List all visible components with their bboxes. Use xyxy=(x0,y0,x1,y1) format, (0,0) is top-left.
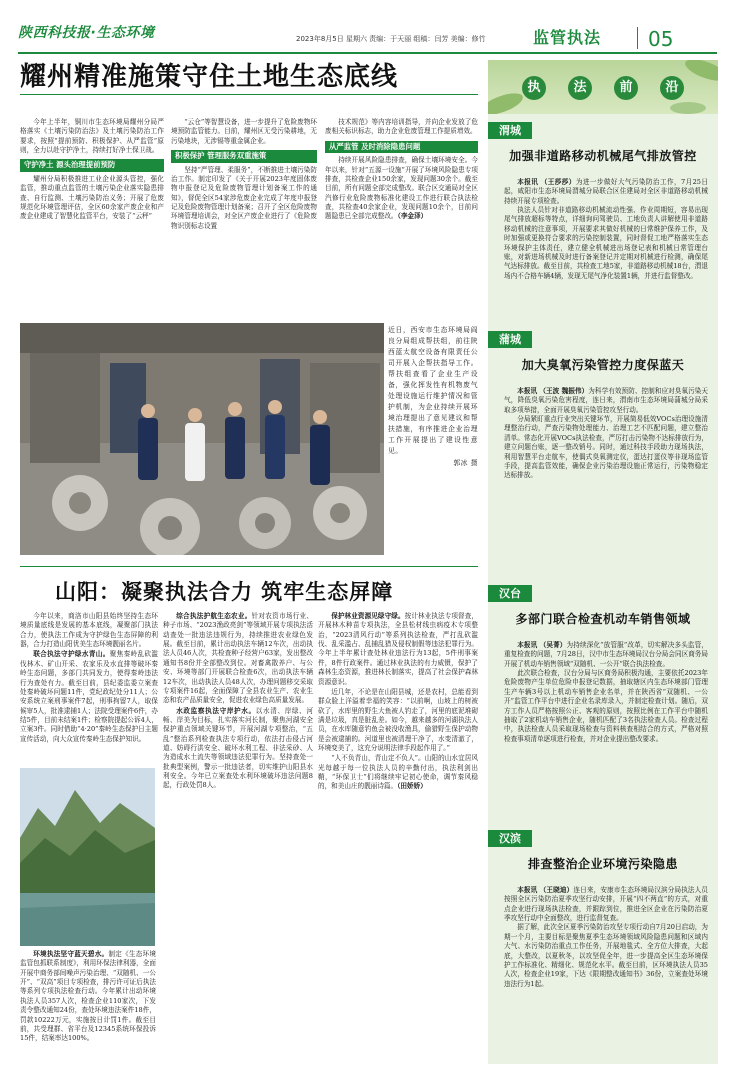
article2-caption-text: 制定《生态环境监管包抓联系制度》，利用环保法律利器，全面开展中商务部间噪声污染治理、“双随机、一公开”、“双高”项目专项检查，排污许可证后执法等系列专项执法检查行动。今年累计出动环境执法人员357人次，检查企业110家次，下发责令整改通知24份，查处环境违法案件18件，罚款10222万元，实施按日计罚1件。截至目前，共受理群、省平台及12345系统环保投诉15件，结案率达100%。 xyxy=(20,950,156,1043)
hantai-headline: 多部门联合检查机动车销售领域 xyxy=(515,612,691,626)
weicheng-headline: 加强非道路移动机械尾气排放管控 xyxy=(509,149,697,163)
weicheng-paragraph xyxy=(504,178,708,206)
news-lead: 本报讯 xyxy=(517,886,538,894)
article1-paragraph: 技术规范》等内容培训指导，并向企业发放了危废相关标识标志，助力企业危废管理工作提质增效。 xyxy=(325,118,478,136)
weicheng-body xyxy=(504,178,708,366)
banner-char: 沿 xyxy=(660,76,684,100)
article2-photo-landscape xyxy=(20,768,155,946)
issue-info: 2023年8月5日 星期六 责编：于天丽 组稿：闫芳 美编：修竹 xyxy=(296,35,486,43)
article1-paragraph: 耀州分局积极推进工业企业源头管控，强化监管，推动重点监管的土壤污染企业落实隐患排查、自行监测、土壤污染防治义务；开展了危废规范化环境管理评估，全区60余家产废企业和产废企业建成了智慧化监管平台，安装了“云秤” xyxy=(20,174,164,221)
paragraph-text: 为进一步做好大气污染防治工作，7月25日起，咸阳市生态环境局渭城分局联合区住建局对全区非道路移动机械持续开展专项检查。 xyxy=(504,178,708,205)
hanbin-headline: 排查整治企业环境污染隐患 xyxy=(527,857,678,871)
masthead xyxy=(0,0,735,60)
article1-subhead-1: 守护净土 源头治理提前预防 xyxy=(20,159,164,172)
section-title: 监管执法 xyxy=(533,28,602,47)
article2-paragraph-text: 针对农资市场行业、种子市场、“2023渔政亮剑”等领域开展专项执法活动查处一批违法违规行为，持续推进农业绿色发展。截至目前，累计出动执法车辆12车次，出动执法人员46人次，共检查种子经营户63家，发出整改通知书8份并全部整改到位。对畜禽散养户、与公安、环境等部门开展联合检查6次，出动执法车辆12车次，出动执法人员48人次，办理问题移交采取专项案件16起，全面保障了全县农业生产、农业生态和农产品质量安全，促进农业绿色高质量发展。 xyxy=(163,612,313,705)
article2-paragraph xyxy=(163,612,313,706)
news-lead: 本报讯 xyxy=(517,387,538,395)
article2-caption-lead: 环境执法坚守蓝天碧水。 xyxy=(33,950,109,958)
article2-lead: 水政监察执法守岸护水。 xyxy=(176,706,256,715)
factory-photo-illustration xyxy=(20,323,384,555)
photo-caption-text: 近日，西安市生态环境局阎良分局组成帮扶组，前往陕西蓝太航空设备有限责任公司开展入企帮扶指导工作。帮扶组查看了企业生产设备，强化挥发性有机物废气处理设施运行维护情况和管护机制，为企业持续开展环境治理提出了意见建议和帮扶措施，有序推进企业治理工作开展提出了建设性意见。 xyxy=(388,326,478,455)
article1-paragraph: 今年上半年，铜川市生态环境局耀州分局严格落实《土壤污染防治法》及土壤污染防治工作要求，按照“提前预防、积极保护、从严监管”原则，全力以赴守护净土，持续打好净土保卫战。 xyxy=(20,118,164,155)
article2-paragraph-text: “人不负青山，青山定不负人”。山阳的山水宜居风光每越于每一位执法人员的辛勤付出，执法利剑出鞘，“环保卫士”们将继续牢记初心使命，调节秦风稳的，和美山庄的靓丽诗篇。 xyxy=(318,754,478,791)
article1-subhead-3: 从严监管 及时消除隐患问题 xyxy=(325,141,478,154)
hantai-paragraph: 此次联合检查，汉台分局与区商务局积极沟通，主要依托2023年危险废物产生单位危险申报登记数据，抽取辖区内生态环境部门管理生产车辆3号以上机动车销售企业名单，并在陕西省“双随机、一公开”监管工作平台中进行企业名录库录入，并制定检查计划。随后，双方工作人员严格按照公正、客观的原则，按照比例在工作平台中随机抽取了2家机动车销售企业，随机匹配了3名执法检查人员。检查过程中，执法检查人员采取现场检查与资料核查相结合的方式，严格对照检查事项清单逐项进行检查，并对企业提出整改要求。 xyxy=(504,669,708,743)
pucheng-headline: 加大臭氧污染管控力度保蓝天 xyxy=(521,358,685,372)
article1-headline-rule xyxy=(20,94,478,95)
banner-char: 执 xyxy=(522,76,546,100)
article1-author: （李金泽） xyxy=(397,212,428,221)
reporter: （王晓迪） xyxy=(539,886,574,894)
article1-photo-caption xyxy=(388,325,478,557)
reporter: （王波 魏振伟） xyxy=(539,387,589,395)
city-tag-weicheng: 渭城 xyxy=(488,122,532,139)
article2-column-2 xyxy=(163,612,313,1064)
hanbin-body xyxy=(504,886,708,1062)
pucheng-body xyxy=(504,387,708,573)
paragraph-text: 连日来，安康市生态环境局汉滨分局执法人员按照全区污染防治夏季攻坚行动安排，开展“四不两直”的方式，对重点企业进行现场执法检查，并跟踪到位，推进全区企业在污染防治夏季攻坚行动中全面整改，进行监督复查。 xyxy=(504,886,708,923)
paragraph-text: 为持续深化“放管服”改革，切实解决多头监管，重复检查的问题，7月28日，汉中市生态环境局汉台分局会同区商务局开展了机动车销售领域“双随机、一公开”联合执法检查。 xyxy=(504,641,708,668)
pucheng-paragraph: 分局紧盯重点行业突出关键环节，开展简易低效VOCs治理设施清理整治行动，严查污染物处理能力、治理工艺不匹配问题，建立整治清单。常态化开展VOCs执法检查，严厉打击污染物不达标排放行为，建立问题台账，逐一整改销号。同时，通过科技手段助力现场执法，利用智慧平台走航车，使偶式臭氧测定仪，蛋达打蛋仪等非现场监管手段，提高监管效能，确保企业污染治理设施正常运行，污染物稳定达标排放。 xyxy=(504,415,708,480)
article2-caption-paragraph xyxy=(20,950,156,1044)
hantai-body xyxy=(504,641,708,871)
masthead-separator xyxy=(637,27,638,49)
article2-paragraph-text: 以水清、岸绿、河畅、岸美为目标，扎实落实河长制，聚焦河湖安全保护重点领域关键环节，开展河湖专项整治，“五乱”整治系列检查执法专项行动，依法打击侵占河道、妨碍行洪安全、破坏水利工程、非法采砂、人为造成水土流失等领域违法犯罪行为。坚持查处一批典型案例，警示一批违法者，切实维护山阳县水利安全。今年已立案查处水利环境破坏违法问题8起，行政处罚8人。 xyxy=(163,706,313,790)
section-divider xyxy=(20,566,478,567)
news-lead: 本报讯 xyxy=(517,178,539,186)
article1-subhead-2: 积极保护 管理服务双重施策 xyxy=(171,150,317,163)
photo-credit: 郭冰 摄 xyxy=(453,459,478,467)
article2-lead: 保护林业资源见绿守绿。 xyxy=(331,612,405,620)
article1-photo-factory-inspection xyxy=(20,323,384,555)
masthead-rule xyxy=(18,52,717,54)
article1-paragraph: “云仓”等智慧设备，进一步提升了危险废物环境预防监管能力。目前，耀州区无受污染耕地，无污染地块，无涉镉等重金属企业。 xyxy=(171,118,317,145)
article2-author: （田娇娇） xyxy=(397,782,427,791)
article1-headline: 耀州精准施策守住土地生态底线 xyxy=(20,62,399,92)
article2-paragraph xyxy=(318,754,478,791)
reporter: （王莎莎） xyxy=(540,178,576,186)
city-tag-hantai: 汉台 xyxy=(488,585,532,602)
city-tag-hanbin: 汉滨 xyxy=(488,830,532,847)
article1-paragraph xyxy=(325,156,478,222)
news-lead: 本报讯 xyxy=(517,641,538,649)
article1-column-2 xyxy=(171,118,317,316)
banner-char: 法 xyxy=(568,76,592,100)
article1-paragraph: 坚持“严管理、柔服务”，不断推进土壤污染防治工作。制定印发了《关于开展2023年度固体废物申报登记及危险废物管理计划备案工作的通知》，督促全区54家涉危废企业完成了年度申报登记及危险废物管理计划备案；召开了全区危险废物环境管理培训会，对全区产废企业进行了《危险废物识别标志设置 xyxy=(171,165,317,230)
article1-column-1 xyxy=(20,118,164,316)
hanbin-paragraph xyxy=(504,886,708,923)
article2-paragraph xyxy=(318,612,478,687)
city-tag-pucheng: 蒲城 xyxy=(488,331,532,348)
article1-column-3 xyxy=(325,118,478,316)
article2-paragraph xyxy=(20,650,158,744)
article2-column-3 xyxy=(318,612,478,1064)
banner-char: 前 xyxy=(614,76,638,100)
newspaper-name: 陕西科技报·生态环境 xyxy=(18,25,155,41)
hantai-paragraph xyxy=(504,641,708,669)
right-sidebar xyxy=(488,60,718,1064)
article2-paragraph-text: 按计林业执法专项督查，开展林木种苗专项执法，全县松材线虫病疫木专项整治，“2023清风行动”等系列执法检查，严打乱砍滥伐、乱采滥占、乱捕乱猎及侵权制假等违法犯罪行为。今年上半年累计查处林业违法行为13起，5件刑事案件，8件行政案件。通过林业执法的有力威慑，保护了森林生态资源，推进林长制落实，提高了社会保护森林资源意识。 xyxy=(318,612,478,686)
paragraph-text: 为科学有效预防、控制和应对臭氧污染天气，降低臭氧污染危害程度，连日来，渭南市生态环境局蒲城分局采取多项举措，全面开展臭氧污染管控攻坚行动。 xyxy=(504,387,708,414)
landscape-photo-illustration xyxy=(20,768,155,946)
reporter: （吴菁） xyxy=(539,641,567,649)
article2-column-1 xyxy=(20,612,158,762)
article2-lead: 联合执法守护绿水青山。 xyxy=(33,650,110,659)
article1-paragraph-text: 持续开展风险隐患排查，确保土壤环境安全。今年以来，针对“五源一设施”开展了环境风险隐患专项排查，共检查企业150余家，发现问题30余个。截至目前，所有问题全部完成整改。联合区交通局对全区汽修行业危险废物标准化建设工作进行联合执法检查，共检查40余家企业，发现问题10余个，目前问题隐患已全部完成整改。 xyxy=(325,156,478,221)
pucheng-paragraph xyxy=(504,387,708,415)
law-enforcement-frontline-banner xyxy=(488,60,718,114)
article2-paragraph-text: 聚焦秦岭乱砍滥伐林木、矿山开采、农家乐及水直排等破坏秦岭生态问题，多部门共同发力，使得秦岭违法行为查处有力。截至目前，县纪委监委立案查处秦岭破坏问题11件，党纪政纪处分11人；公安系统立案刑事案件7起，刑事拘留7人，取保候审5人，批准逮捕1人；法院受理案件6件，办结5件，目前未结案1件；检察院提起公诉4人，立案3件。同时借助“4·20”秦岭生态保护日主题宣传活动，向大众宣传秦岭生态保护知识。 xyxy=(20,650,158,743)
article2-photo-caption xyxy=(20,950,156,1064)
article2-paragraph: 今年以来，商洛市山阳县始终坚持生态环境质量底线是发展的基本底线，凝聚部门执法合力，使执法工作成为守护绿色生态屏障的利器，合力打造山阳优美生态环境靓丽名片。 xyxy=(20,612,158,649)
article2-lead: 综合执法护航生态农业。 xyxy=(176,612,252,620)
article2-paragraph xyxy=(163,707,313,791)
article2-paragraph: 近几年，不论是在山阳县城，还是农村，总能看到群众脸上洋溢着幸福的笑容：“以前啊，山坡上的树被砍了，水库里的野生大鱼被人钓走了，河里的底泥堆砌满是垃圾，真是脏乱差。如今，越来越多的河湖执法人员，在水库随意钓鱼会被没收渔具，偷猎野生保护动物是会被逮捕的。河道里也被清理干净了，水变清澈了，环境变美了，这充分说明法律手段起作用了。” xyxy=(318,687,478,753)
page-number: 05 xyxy=(648,27,674,51)
hanbin-paragraph: 据了解，此次全区夏季污染防治攻坚专项行动自7月20日启动，为期一个月，主要目标是聚焦夏季生态环境领域风险隐患问题和区域内大气、水污染防治重点工作任务，开展地毯式、全方位大排查，大起底，大整改，以夏秋冬，以攻坚促全年，进一步提高全区生态环境保护工作标准化、精细化、规范化水平。截至目前，区环境执法人员35人次，检查企业19家，下达《限期整改通知书》36份，立案查处环境违法行为1起。 xyxy=(504,923,708,988)
article2-headline: 山阳：凝聚执法合力 筑牢生态屏障 xyxy=(55,580,394,604)
weicheng-paragraph: 执法人员针对非道路移动机械流动性强、作业周期短，容易出现尾气排放超标等特点，详细询问驾驶员、工地负责人讲解使用非道路移动机械的注意事项，开展要求其做好机械的日常维护保养工作，及时加强或更换符合要求的污染控制装置，同时督促工地严格落实生态环境保护主体责任，建立健全机械进出场登记表和机械日常管理台账，对新进场机械及时进行备案登记并定期对机械进行检测，确保尾气达标排放。截至目前，共检查工地5家，非道路移动机械18台，渭退场内不合格车辆4辆，发现无尾气净化装置1辆，并进行监督整改。 xyxy=(504,206,708,280)
